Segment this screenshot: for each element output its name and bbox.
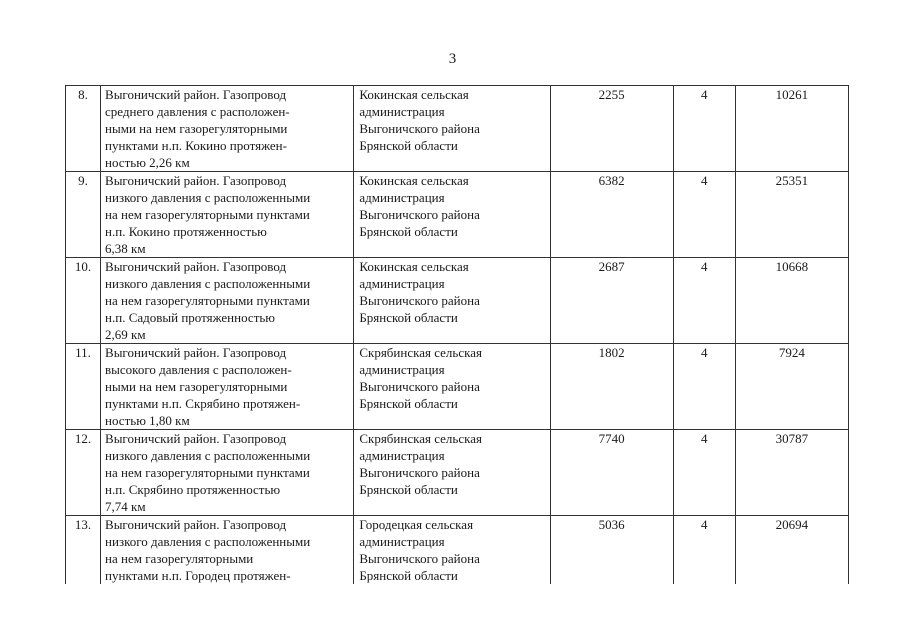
owner-line: Выгоничского района	[359, 465, 480, 480]
description-line: 6,38 км	[105, 241, 146, 256]
owner-line: Выгоничского района	[359, 379, 480, 394]
category-cell: 4	[673, 430, 735, 516]
owner-line: Брянской области	[359, 310, 458, 325]
owner-line: Выгоничского района	[359, 551, 480, 566]
owner-line: Кокинская сельская	[359, 87, 469, 102]
owner-line: Выгоничского района	[359, 121, 480, 136]
description-line: низкого давления с расположенными	[105, 448, 311, 463]
table-row	[66, 516, 849, 585]
table-row	[66, 86, 849, 172]
row-number: 12.	[66, 430, 101, 516]
object-description	[101, 258, 354, 344]
description-line: ными на нем газорегуляторными	[105, 121, 288, 136]
gas-pipeline-table	[65, 85, 849, 584]
length-cell: 2255	[550, 86, 673, 172]
value-cell: 10668	[735, 258, 848, 344]
value-cell: 25351	[735, 172, 848, 258]
description-line: низкого давления с расположенными	[105, 276, 311, 291]
description-line: среднего давления с расположен-	[105, 104, 290, 119]
category-cell: 4	[673, 516, 735, 585]
owner-line: администрация	[359, 190, 445, 205]
description-line: ными на нем газорегуляторными	[105, 379, 288, 394]
description-line: н.п. Кокино протяженностью	[105, 224, 267, 239]
object-description	[101, 86, 354, 172]
description-line: высокого давления с расположен-	[105, 362, 292, 377]
owner-cell	[354, 344, 550, 430]
owner-line: Брянской области	[359, 568, 458, 583]
owner-cell	[354, 172, 550, 258]
table-row	[66, 344, 849, 430]
owner-line: администрация	[359, 448, 445, 463]
description-line: на нем газорегуляторными	[105, 551, 254, 566]
category-cell: 4	[673, 172, 735, 258]
description-line: низкого давления с расположенными	[105, 190, 311, 205]
owner-line: Брянской области	[359, 138, 458, 153]
owner-line: администрация	[359, 104, 445, 119]
table-row	[66, 430, 849, 516]
owner-line: Брянской области	[359, 396, 458, 411]
object-description	[101, 344, 354, 430]
owner-line: Брянской области	[359, 482, 458, 497]
description-line: пунктами н.п. Кокино протяжен-	[105, 138, 287, 153]
description-line: Выгоничский район. Газопровод	[105, 87, 287, 102]
owner-line: Городецкая сельская	[359, 517, 474, 532]
description-line: ностью 2,26 км	[105, 155, 190, 170]
value-cell: 7924	[735, 344, 848, 430]
owner-line: администрация	[359, 276, 445, 291]
object-description	[101, 172, 354, 258]
page-number: 3	[448, 51, 457, 67]
description-line: на нем газорегуляторными пунктами	[105, 207, 310, 222]
row-number: 10.	[66, 258, 101, 344]
description-line: ностью 1,80 км	[105, 413, 190, 428]
description-line: Выгоничский район. Газопровод	[105, 259, 287, 274]
row-number: 9.	[66, 172, 101, 258]
length-cell: 5036	[550, 516, 673, 585]
table-row	[66, 172, 849, 258]
object-description	[101, 516, 354, 585]
length-cell: 2687	[550, 258, 673, 344]
length-cell: 7740	[550, 430, 673, 516]
description-line: н.п. Садовый протяженностью	[105, 310, 276, 325]
value-cell: 30787	[735, 430, 848, 516]
object-description	[101, 430, 354, 516]
description-line: Выгоничский район. Газопровод	[105, 345, 287, 360]
description-line: 7,74 км	[105, 499, 146, 514]
owner-cell	[354, 430, 550, 516]
description-line: низкого давления с расположенными	[105, 534, 311, 549]
owner-line: Брянской области	[359, 224, 458, 239]
category-cell: 4	[673, 258, 735, 344]
description-line: на нем газорегуляторными пунктами	[105, 293, 310, 308]
description-line: на нем газорегуляторными пунктами	[105, 465, 310, 480]
owner-line: администрация	[359, 534, 445, 549]
row-number: 8.	[66, 86, 101, 172]
owner-line: администрация	[359, 362, 445, 377]
owner-line: Выгоничского района	[359, 293, 480, 308]
owner-line: Скрябинская сельская	[359, 345, 482, 360]
owner-line: Кокинская сельская	[359, 173, 469, 188]
description-line: Выгоничский район. Газопровод	[105, 517, 287, 532]
owner-line: Кокинская сельская	[359, 259, 469, 274]
row-number: 13.	[66, 516, 101, 585]
category-cell: 4	[673, 344, 735, 430]
value-cell: 10261	[735, 86, 848, 172]
row-number: 11.	[66, 344, 101, 430]
length-cell: 6382	[550, 172, 673, 258]
description-line: 2,69 км	[105, 327, 146, 342]
owner-line: Скрябинская сельская	[359, 431, 482, 446]
description-line: Выгоничский район. Газопровод	[105, 173, 287, 188]
description-line: пунктами н.п. Скрябино протяжен-	[105, 396, 301, 411]
description-line: пунктами н.п. Городец протяжен-	[105, 568, 291, 583]
length-cell: 1802	[550, 344, 673, 430]
description-line: Выгоничский район. Газопровод	[105, 431, 287, 446]
category-cell: 4	[673, 86, 735, 172]
table-row	[66, 258, 849, 344]
description-line: н.п. Скрябино протяженностью	[105, 482, 281, 497]
owner-line: Выгоничского района	[359, 207, 480, 222]
owner-cell	[354, 258, 550, 344]
owner-cell	[354, 516, 550, 585]
value-cell: 20694	[735, 516, 848, 585]
owner-cell	[354, 86, 550, 172]
